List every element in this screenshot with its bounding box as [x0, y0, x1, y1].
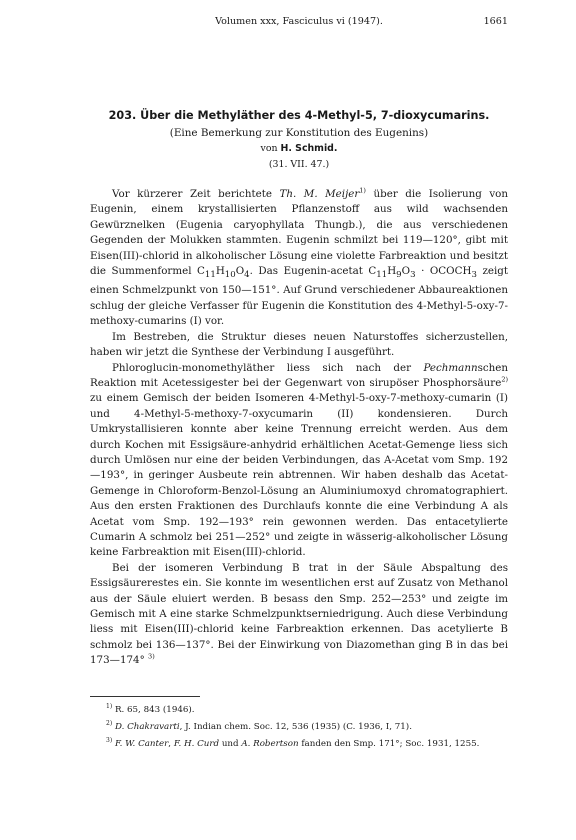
paragraph-4: Bei der isomeren Verbindung B trat in der Säule Abspaltung des Essigsäurerestes ein. Sie konnte im wesentlichen erst auf Zusatz von Methanol aus der Säule eluiert werden. B besass den Smp. 252—253° und zeigte im Gemisch mit A eine starke Schmelzpunktserniedrigung. Auch diese Verbindung liess mit Eisen(III)-chlorid keine Farbreaktion erkennen. Das acetylierte B schmolz bei 136—137°. Bei der Einwirkung von Diazomethan ging B in das bei 173—174° $^{3)}$ [90, 561, 508, 667]
cited-author: Th. M. Meijer [279, 188, 360, 200]
paragraph-3: Phloroglucin-monomethyläther liess sich nach der Pechmannschen Reaktion mit Acetessigester bei der Gegenwart von sirupöser Phosphorsäure$^{2)}$ zu einem Gemisch der beiden Isomeren 4-Methyl-5-oxy-7-methoxy-cumarin (I) und 4-Methyl-5-methoxy-7-oxycumarin (II) kondensieren. Durch Umkrystallisieren konnte aber keine Trennung erreicht werden. Aus dem durch Kochen mit Essigsäure-anhydrid erhältlichen Acetat-Gemenge liess sich durch Umlösen nur eine der beiden Verbindungen, das A-Acetat vom Smp. 192—193°, in geringer Ausbeute rein abtrennen. Wir haben deshalb das Acetat-Gemenge in Chloroform-Benzol-Lösung an Aluminiumoxyd chromatographiert. Aus den ersten Fraktionen des Durchlaufs konnte die eine Verbindung A als Acetat vom Smp. 192—193° rein gewonnen werden. Das entacetylierte Cumarin A schmolz bei 251—252° und zeigte in wässerig-alkoholischer Lösung keine Farbreaktion mit Eisen(III)-chlorid. [90, 361, 508, 559]
byline [90, 142, 508, 156]
page-number: 1661 [483, 16, 508, 27]
journal-volume-line: Volumen xxx, Fasciculus vi (1947). [215, 16, 383, 27]
footnote-3: $^{3)}$ F. W. Canter, F. H. Curd und A. Robertson fanden den Smp. 171°; Soc. 1931, 1255. [106, 736, 480, 749]
cited-author: Pechmann [423, 361, 478, 374]
article-header [90, 108, 508, 172]
footnote-1: $^{1)}$ R. 65, 843 (1946). [106, 703, 195, 715]
paragraph-2: Im Bestreben, die Struktur dieses neuen Naturstoffes sicherzustellen, haben wir jetzt die Synthese der Verbindung I ausgeführt. [90, 330, 508, 359]
byline-prefix: von [260, 143, 278, 154]
footnote-ref: 3) [148, 652, 155, 661]
footnote-divider [90, 696, 200, 697]
author-name: H. Schmid. [280, 143, 338, 154]
footnote-2: $^{2)}$ D. Chakravarti, J. Indian chem. Soc. 12, 536 (1935) (C. 1936, I, 71). [106, 719, 412, 732]
footnote-ref: 1) [359, 186, 366, 195]
article-body [90, 187, 508, 669]
article-title: 203. Über die Methyläther des 4-Methyl-5, 7-dioxycumarins. [108, 109, 490, 122]
received-date: (31. VII. 47.) [268, 159, 330, 170]
footnotes [106, 700, 508, 751]
article-subtitle: (Eine Bemerkung zur Konstitution des Eugenins) [169, 127, 429, 139]
running-head [90, 16, 508, 30]
footnote-ref: 2) [501, 375, 508, 384]
paragraph-1: Vor kürzerer Zeit berichtete Th. M. Meijer$^{1)}$ über die Isolierung von Eugenin, einem krystallisierten Pflanzenstoff aus wild wachsenden Gewürznelken (Eugenia caryophyllata Thungb.), die aus verschiedenen Gegenden der Molukken stammten. Eugenin schmilzt bei 119—120°, gibt mit Eisen(III)-chlorid in alkoholischer Lösung eine violette Farbreaktion und besitzt die Summenformel $C_{11}H_{10}O_4$. Das Eugenin-acetat $C_{11}H_9O_3$ · $OCOCH_3$ zeigt einen Schmelzpunkt von 150—151°. Auf Grund verschiedener Abbaureaktionen schlug der gleiche Verfasser für Eugenin die Konstitution des 4-Methyl-5-oxy-7-methoxy-cumarins (I) vor. [90, 186, 508, 328]
